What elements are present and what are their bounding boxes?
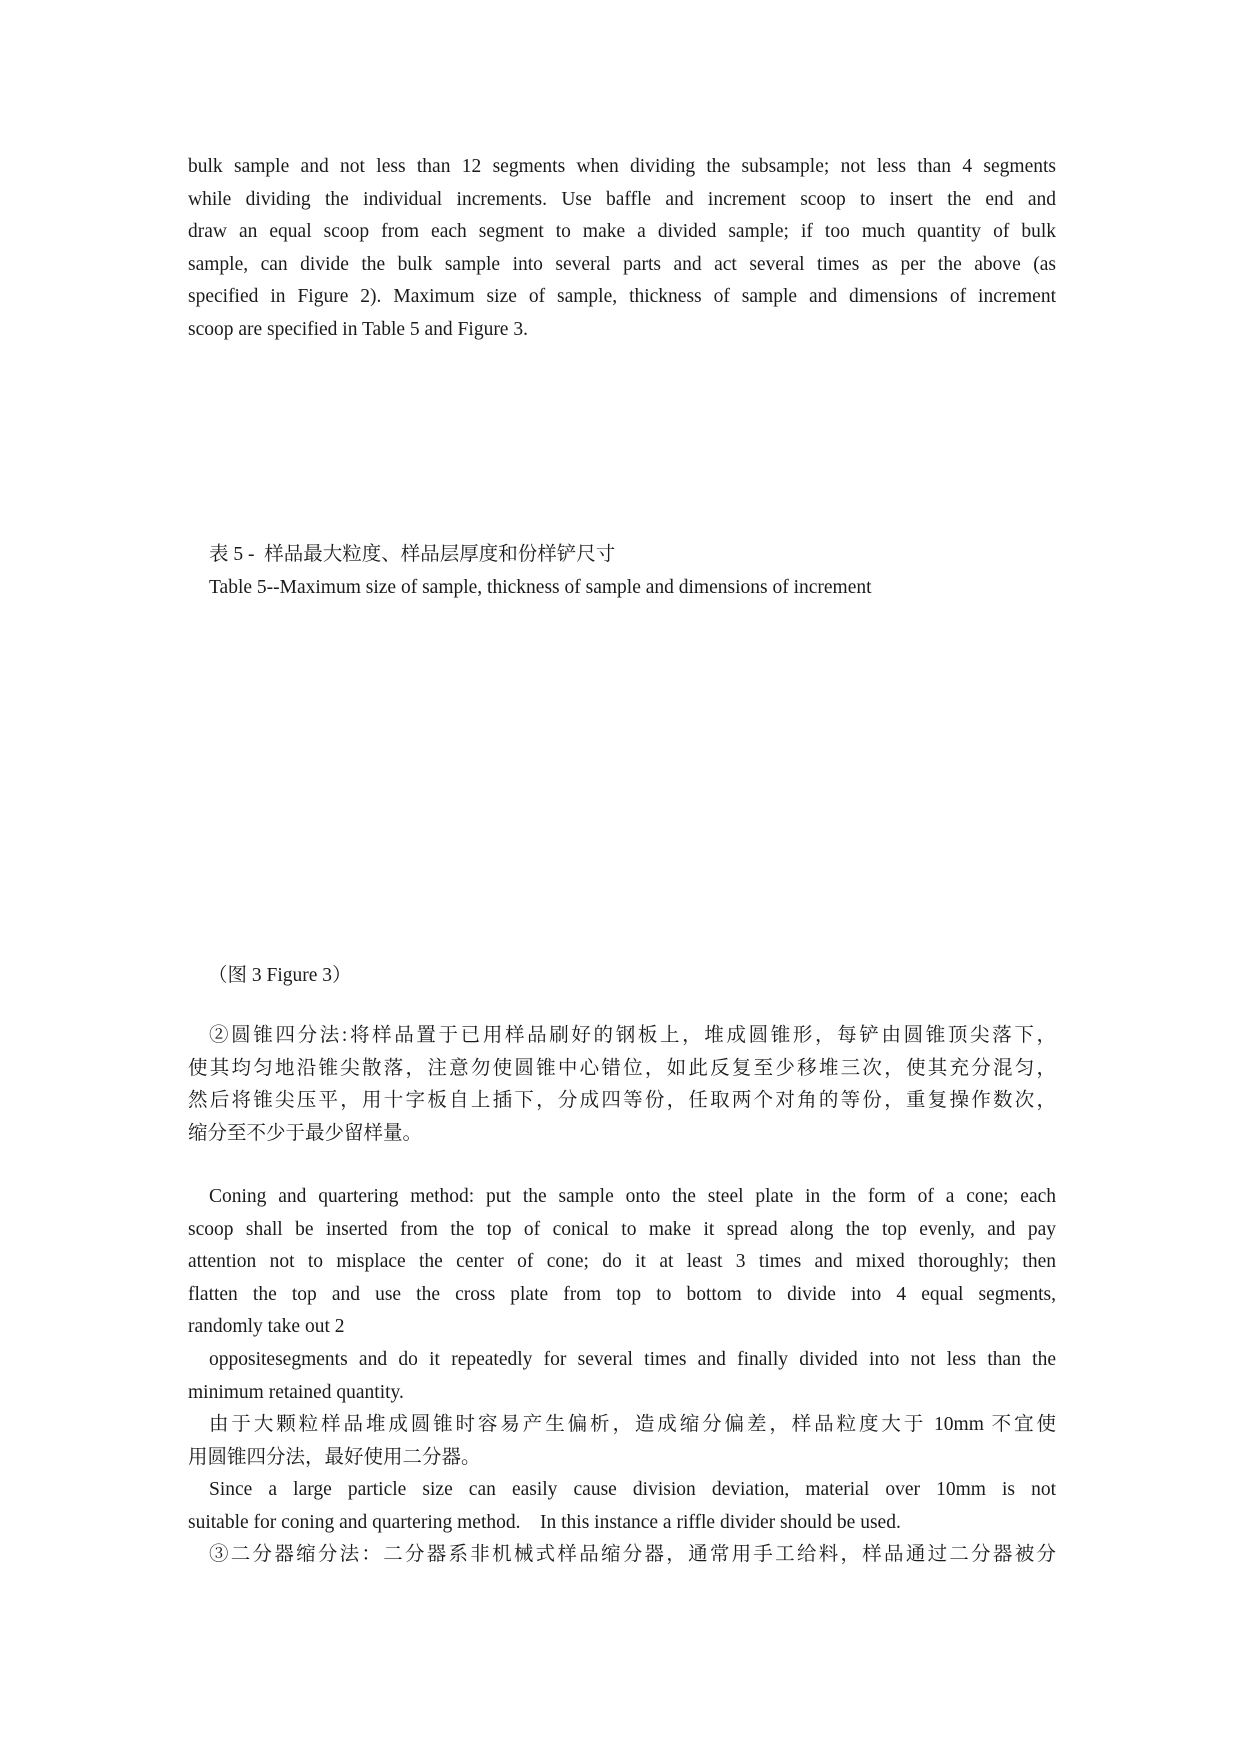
- paragraph-large-particle-zh: [188, 1409, 1056, 1474]
- text-line: oppositesegments and do it repeatedly for several times and finally divided into not less than the: [209, 1348, 1056, 1370]
- text-line: 用圆锥四分法，最好使用二分器。: [188, 1446, 481, 1468]
- text-line: 由于大颗粒样品堆成圆锥时容易产生偏析，造成缩分偏差，样品粒度大于 10mm 不宜使: [209, 1414, 1056, 1435]
- text-line: scoop are specified in Table 5 and Figure 3.: [188, 318, 528, 340]
- text-line: sample, can divide the bulk sample into several parts and act several times as per the above (as: [188, 253, 1056, 275]
- text-line: draw an equal scoop from each segment to make a divided sample; if too much quantity of bulk: [188, 221, 1056, 243]
- text-line: 使其均匀地沿锥尖散落，注意勿使圆锥中心错位，如此反复至少移堆三次，使其充分混匀，: [188, 1057, 1056, 1079]
- figure-caption: （图 3 Figure 3）: [208, 965, 352, 986]
- paragraph-coning-zh: [188, 1020, 1056, 1150]
- text-line: Coning and quartering method: put the sample onto the steel plate in the form of a cone; each: [209, 1186, 1056, 1207]
- text-line: bulk sample and not less than 12 segments when dividing the subsample; not less than 4 segments: [188, 156, 1056, 177]
- text-line: 然后将锥尖压平，用十字板自上插下，分成四等份，任取两个对角的等份，重复操作数次，: [188, 1090, 1056, 1112]
- paragraph-sample-division: [188, 151, 1056, 347]
- text-line: while dividing the individual increments. Use baffle and increment scoop to insert the end and: [188, 188, 1056, 210]
- text-line: suitable for coning and quartering method. In this instance a riffle divider should be used.: [188, 1511, 901, 1533]
- text-line: randomly take out 2: [188, 1316, 345, 1338]
- table-caption-en: Table 5--Maximum size of sample, thickness of sample and dimensions of increment: [209, 577, 872, 598]
- table-caption-zh: 表 5 - 样品最大粒度、样品层厚度和份样铲尺寸: [209, 544, 616, 565]
- paragraph-riffle-zh: [188, 1539, 1056, 1572]
- paragraph-large-particle-en: [188, 1474, 1056, 1539]
- text-line: attention not to misplace the center of cone; do it at least 3 times and mixed thoroughly; then: [188, 1251, 1056, 1273]
- text-line: 缩分至不少于最少留样量。: [188, 1122, 423, 1144]
- text-line: flatten the top and use the cross plate from top to bottom to divide into 4 equal segments,: [188, 1283, 1056, 1305]
- paragraph-coning-en: [188, 1181, 1056, 1409]
- text-line: ③二分器缩分法：二分器系非机械式样品缩分器，通常用手工给料，样品通过二分器被分: [209, 1544, 1056, 1565]
- text-line: Since a large particle size can easily cause division deviation, material over 10mm is not: [209, 1479, 1056, 1500]
- text-line: scoop shall be inserted from the top of conical to make it spread along the top evenly, and pay: [188, 1218, 1056, 1240]
- text-line: ②圆锥四分法:将样品置于已用样品刷好的钢板上，堆成圆锥形，每铲由圆锥顶尖落下，: [209, 1025, 1056, 1046]
- text-line: specified in Figure 2). Maximum size of sample, thickness of sample and dimensions of increment: [188, 286, 1056, 308]
- text-line: minimum retained quantity.: [188, 1381, 404, 1403]
